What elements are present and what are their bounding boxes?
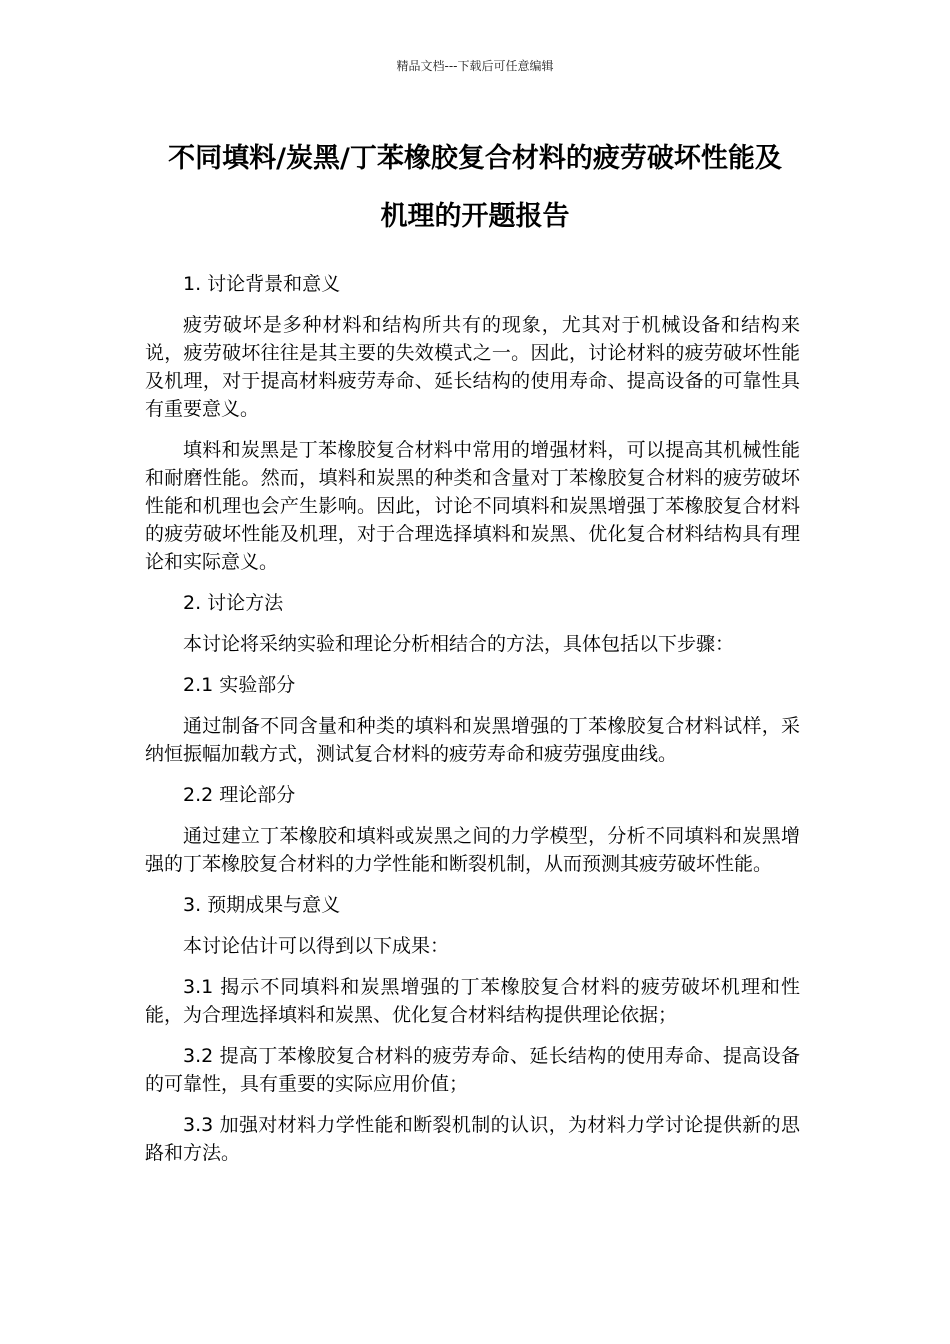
paragraph-results-intro: 本讨论估计可以得到以下成果： <box>183 935 450 957</box>
title-line-2: 机理的开题报告 <box>380 201 570 232</box>
heading-research-background: 1. 讨论背景和意义 <box>183 273 341 295</box>
heading-research-methods: 2. 讨论方法 <box>183 592 284 614</box>
page-header-note: 精品文档---下载后可任意编辑 <box>396 59 554 73</box>
paragraph-theoretical: 通过建立丁苯橡胶和填料或炭黑之间的力学模型，分析不同填料和炭黑增强的丁苯橡胶复合材料的力学性能和断裂机制，从而预测其疲劳破坏性能。 <box>145 825 800 875</box>
title-line-1: 不同填料/炭黑/丁苯橡胶复合材料的疲劳破坏性能及 <box>168 143 782 174</box>
list-item-result-3-2: 3.2 提高丁苯橡胶复合材料的疲劳寿命、延长结构的使用寿命、提高设备的可靠性，具有重要的实际应用价值； <box>145 1045 800 1095</box>
document-title <box>140 130 810 246</box>
paragraph-fillers-carbon-black: 填料和炭黑是丁苯橡胶复合材料中常用的增强材料，可以提高其机械性能和耐磨性能。然而，填料和炭黑的种类和含量对丁苯橡胶复合材料的疲劳破坏性能和机理也会产生影响。因此，讨论不同填料和炭黑增强丁苯橡胶复合材料的疲劳破坏性能及机理，对于合理选择填料和炭黑、优化复合材料结构具有理论和实际意义。 <box>145 439 800 573</box>
paragraph-experimental: 通过制备不同含量和种类的填料和炭黑增强的丁苯橡胶复合材料试样，采纳恒振幅加载方式，测试复合材料的疲劳寿命和疲劳强度曲线。 <box>145 715 800 765</box>
heading-theoretical-part: 2.2 理论部分 <box>183 784 296 806</box>
list-item-result-3-3: 3.3 加强对材料力学性能和断裂机制的认识，为材料力学讨论提供新的思路和方法。 <box>145 1114 800 1164</box>
heading-expected-results: 3. 预期成果与意义 <box>183 894 341 916</box>
paragraph-fatigue-significance: 疲劳破坏是多种材料和结构所共有的现象，尤其对于机械设备和结构来说，疲劳破坏往往是其主要的失效模式之一。因此，讨论材料的疲劳破坏性能及机理，对于提高材料疲劳寿命、延长结构的使用寿命、提高设备的可靠性具有重要意义。 <box>145 314 800 420</box>
document-body <box>145 270 800 1180</box>
list-item-result-3-1: 3.1 揭示不同填料和炭黑增强的丁苯橡胶复合材料的疲劳破坏机理和性能，为合理选择填料和炭黑、优化复合材料结构提供理论依据； <box>145 976 800 1026</box>
paragraph-methods-intro: 本讨论将采纳实验和理论分析相结合的方法，具体包括以下步骤： <box>183 633 735 655</box>
heading-experimental-part: 2.1 实验部分 <box>183 674 296 696</box>
